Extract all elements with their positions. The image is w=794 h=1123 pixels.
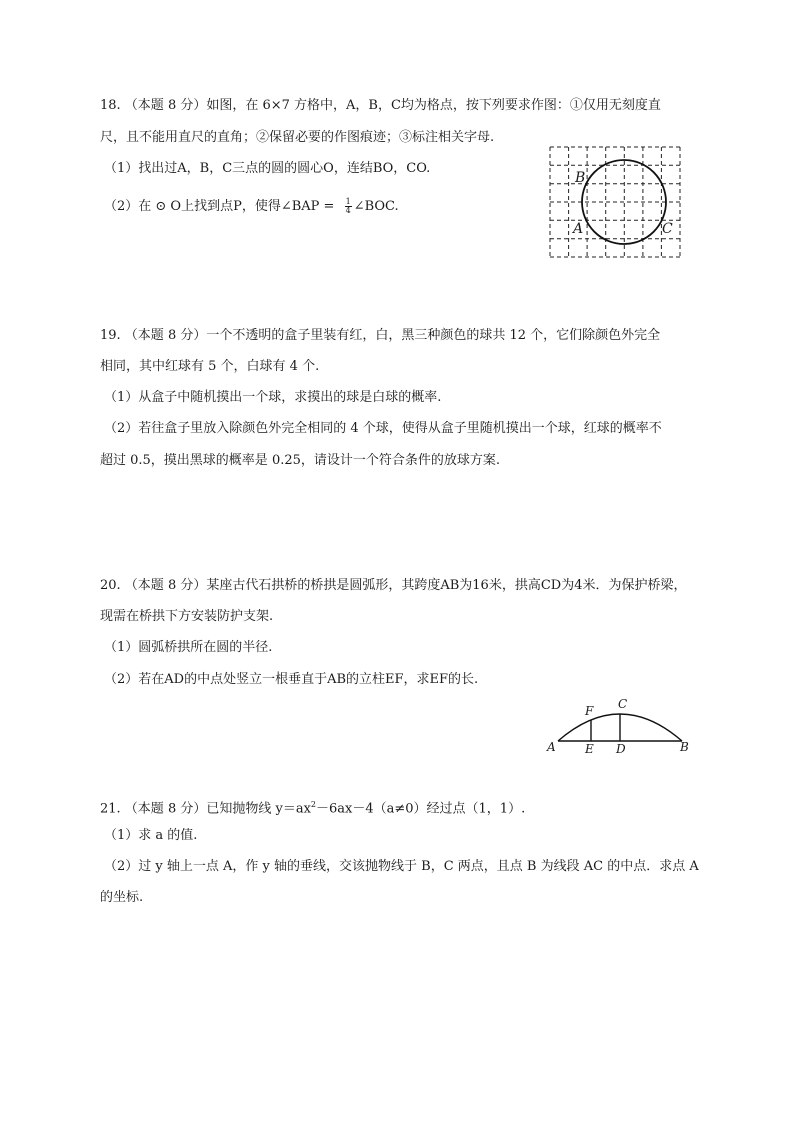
q21-stem-tail: －6ax－4（a≠0）经过点（1，1）. <box>316 801 526 817</box>
q19-part1: （1）从盒子中随机摸出一个球，求摸出的球是白球的概率. <box>104 390 442 405</box>
q21-stem <box>100 797 525 817</box>
q18-fraction-denominator: 4 <box>345 206 351 215</box>
q20-stem-line1: 20. （本题 8 分）某座古代石拱桥的桥拱是圆弧形，其跨度AB为16米，拱高CD为4米．为保护桥梁， <box>100 578 687 593</box>
q18-fraction-numerator: 1 <box>345 197 351 206</box>
q18-grid-figure <box>545 142 685 262</box>
q21-exponent: 2 <box>310 800 316 809</box>
q19-stem-line2: 相同，其中红球有 5 个，白球有 4 个. <box>100 359 320 374</box>
q20-label-a: A <box>547 740 556 754</box>
q20-stem-line2: 现需在桥拱下方安装防护支架. <box>100 609 274 624</box>
q21-part2-line2: 的坐标. <box>100 890 144 905</box>
q18-part2-text: （2）在 ⊙ O上找到点P，使得∠BAP = <box>104 199 339 214</box>
q18-stem-line2: 尺，且不能用直尺的直角；②保留必要的作图痕迹；③标注相关字母. <box>100 130 495 145</box>
q19-part2-line2: 超过 0.5，摸出黑球的概率是 0.25，请设计一个符合条件的放球方案. <box>100 453 501 468</box>
q18-label-a: A <box>573 221 584 237</box>
q20-label-b: B <box>680 740 689 754</box>
q20-bridge-figure <box>540 692 700 758</box>
q18-part1: （1）找出过A，B，C三点的圆的圆心O，连结BO，CO. <box>104 161 431 176</box>
q20-label-f: F <box>585 704 594 718</box>
q18-stem-line1: 18. （本题 8 分）如图，在 6×7 方格中，A，B，C均为格点，按下列要求作图：①仅用无刻度直 <box>100 98 661 113</box>
q21-part2-line1: （2）过 y 轴上一点 A，作 y 轴的垂线，交该抛物线于 B，C 两点，且点 B 为线段 AC 的中点．求点 A <box>104 859 699 874</box>
q20-part2: （2）若在AD的中点处竖立一根垂直于AB的立柱EF，求EF的长. <box>104 672 479 687</box>
q18-grid-lines <box>550 147 680 257</box>
q20-label-e: E <box>585 742 594 756</box>
q18-part2-tail: ∠BOC. <box>353 199 399 214</box>
q18-label-c: C <box>662 221 673 237</box>
q18-fraction <box>345 198 352 215</box>
q20-label-d: D <box>616 742 626 756</box>
q19-stem-line1: 19. （本题 8 分）一个不透明的盒子里装有红，白，黑三种颜色的球共 12 个，它们除颜色外完全 <box>100 328 661 343</box>
q21-stem-text: 21. （本题 8 分）已知抛物线 y＝ax <box>100 801 311 817</box>
q21-part1: （1）求 a 的值. <box>104 828 198 843</box>
q20-label-c: C <box>618 697 628 711</box>
q20-part1: （1）圆弧桥拱所在圆的半径. <box>104 640 273 655</box>
q18-part2 <box>104 198 399 215</box>
q19-part2-line1: （2）若往盒子里放入除颜色外完全相同的 4 个球，使得从盒子里随机摸出一个球，红球的概率不 <box>104 421 662 436</box>
q18-label-b: B <box>575 170 586 186</box>
